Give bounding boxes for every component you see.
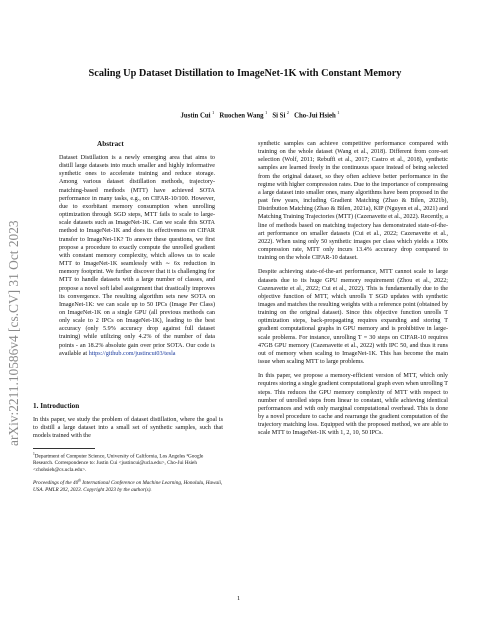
page-number: 1 (237, 595, 241, 602)
abstract-body (59, 154, 215, 358)
author-list (40, 108, 480, 120)
proceedings-note-start: Proceedings of the 40 (33, 480, 79, 487)
author-name: Justin Cui (180, 112, 211, 120)
right-column (258, 140, 448, 443)
footnote (33, 451, 223, 497)
abstract-text: Dataset Distillation is a newly emerging area that aims to distill large datasets into much smaller and highly informative synthetic ones to accelerate training and reduce storage. Among various dataset distillation methods, trajectory-matching-based methods (MTT) have achieved SOTA performance in many tasks, e.g., on CIFAR-10/100. However, due to exorbitant memory consumption when unrolling optimization through SGD steps, MTT fails to scale to large-scale datasets such as ImageNet-1K. Can we scale this SOTA method to ImageNet-1K and does its effectiveness on CIFAR transfer to ImageNet-1K? To answer these questions, we first propose a procedure to exactly compute the unrolled gradient with constant memory complexity, which allows us to scale MTT to ImageNet-1K seamlessly with ∼ 6x reduction in memory footprint. We further discover that it is challenging for MTT to handle datasets with a large number of classes, and propose a novel soft label assignment that drastically improves its convergence. The resulting algorithm sets new SOTA on ImageNet-1K: we can scale up to 50 IPCs (Image Per Class) on ImageNet-1K on a single GPU (all previous methods can only scale to 2 IPCs on ImageNet-1K), leading to the best accuracy (only 5.9% accuracy drop against full dataset training) while utilizing only 4.2% of the number of data points - an 18.2% absolute gain over prior SOTA. Our code is available at (59, 155, 215, 357)
introduction-paragraph: In this paper, we study the problem of dataset distillation, where the goal is to distill a large dataset into a small set of synthetic samples, such that models trained with the (33, 417, 223, 440)
code-link[interactable]: https://github.com/justincui03/tesla (88, 350, 176, 357)
arxiv-id-text: arXiv:2211.10586v4 [cs.CV] 31 Oct 2023 (6, 220, 21, 446)
right-paragraph-1: synthetic samples can achieve competitive performance compared with training on the whole dataset (Wang et al., 2018). Different from core-set selection (Wolf, 2011; Rebuffi et al., 2017; Castro et al., 2018), synthetic samples are learned freely in the continuous space instead of being selected from the original dataset, so they often achieve better performance in the regime with higher compression rates. Due to the importance of compressing a large dataset into smaller ones, many algorithms have been proposed in the past few years, including Gradient Matching (Zhao & Bilen, 2021b), Distribution Matching (Zhao & Bilen, 2021a), KIP (Nguyen et al., 2021) and Matching Training Trajectories (MTT) (Cazenavette et al., 2022). Recently, a line of methods based on matching trajectory has demonstrated state-of-the-art performance on smaller datasets (Cui et al., 2022; Cazenavette et al., 2022). When using only 50 synthetic images per class which yields a 100x compression rate, MTT only incurs 13.4% accuracy drop compared to training on the whole CIFAR-10 dataset. (258, 141, 448, 262)
proceedings-note-end: International Conference on Machine Learning, Honolulu, Hawaii, USA. PMLR 202, 2023. Copyright 2023 by the author(s). (33, 480, 223, 493)
author-name: Si Si (272, 112, 286, 120)
paper-title: Scaling Up Dataset Distillation to ImageNet-1K with Constant Memory (88, 68, 402, 79)
affiliations-note: Department of Computer Science, University of California, Los Angeles ²Google Research. Correspondence to: Justin Cui <justincui@ucla.edu>, Cho-Jui Hsieh <chohsieh@cs.ucla.edu>. (33, 453, 204, 473)
author-affiliation-mark: 1 (337, 110, 340, 115)
abstract-heading: Abstract (97, 140, 124, 148)
author-name: Ruochen Wang (219, 112, 264, 120)
author-affiliation-mark: 2 (286, 110, 289, 115)
affiliation-mark: 1 (33, 452, 35, 456)
footnote-divider (33, 448, 95, 449)
author-name: Cho-Jui Hsieh (294, 112, 336, 120)
author-affiliation-mark: 1 (264, 110, 268, 115)
right-paragraph-3: In this paper, we propose a memory-efficient version of MTT, which only requires storing a single gradient computational graph even when unrolling T steps. This reduces the GPU memory complexity of MTT with respect to number of unrolled steps from linear to constant, while achieving identical performances and with only marginal computational overhead. This is done by a novel procedure to cache and rearrange the gradient computation of the trajectory matching loss. Equipped with the proposed method, we are able to scale MTT to ImageNet-1K with 1, 2, 10, 50 IPCs. (258, 373, 448, 437)
introduction-heading: 1. Introduction (33, 402, 80, 410)
proceedings-ordinal: th (78, 478, 81, 483)
introduction-text (33, 416, 223, 446)
right-paragraph-2: Despite achieving state-of-the-art performance, MTT cannot scale to large datasets due to its huge GPU memory requirement (Zhou et al., 2022; Cazenavette et al., 2022; Cui et al., 2022). This is fundamentally due to the objective function of MTT, which unrolls T SGD updates with synthetic images and matches the resulting weights with a reference point (obtained by training on the original dataset). Since this objective function unrolls T optimization steps, back-propagating requires expanding and storing T gradient computational graphs in GPU memory and is prohibitive in large-scale problems. For instance, unrolling T = 30 steps on CIFAR-10 requires 47GB GPU memory (Cazenavette et al., 2022) with IPC 50, and thus it runs out of memory when scaling to ImageNet-1K. This has become the main issue when scaling MTT to large problems. (258, 269, 448, 366)
arxiv-identifier-sidebar (2, 150, 24, 450)
author-affiliation-mark: 1 (211, 110, 215, 115)
